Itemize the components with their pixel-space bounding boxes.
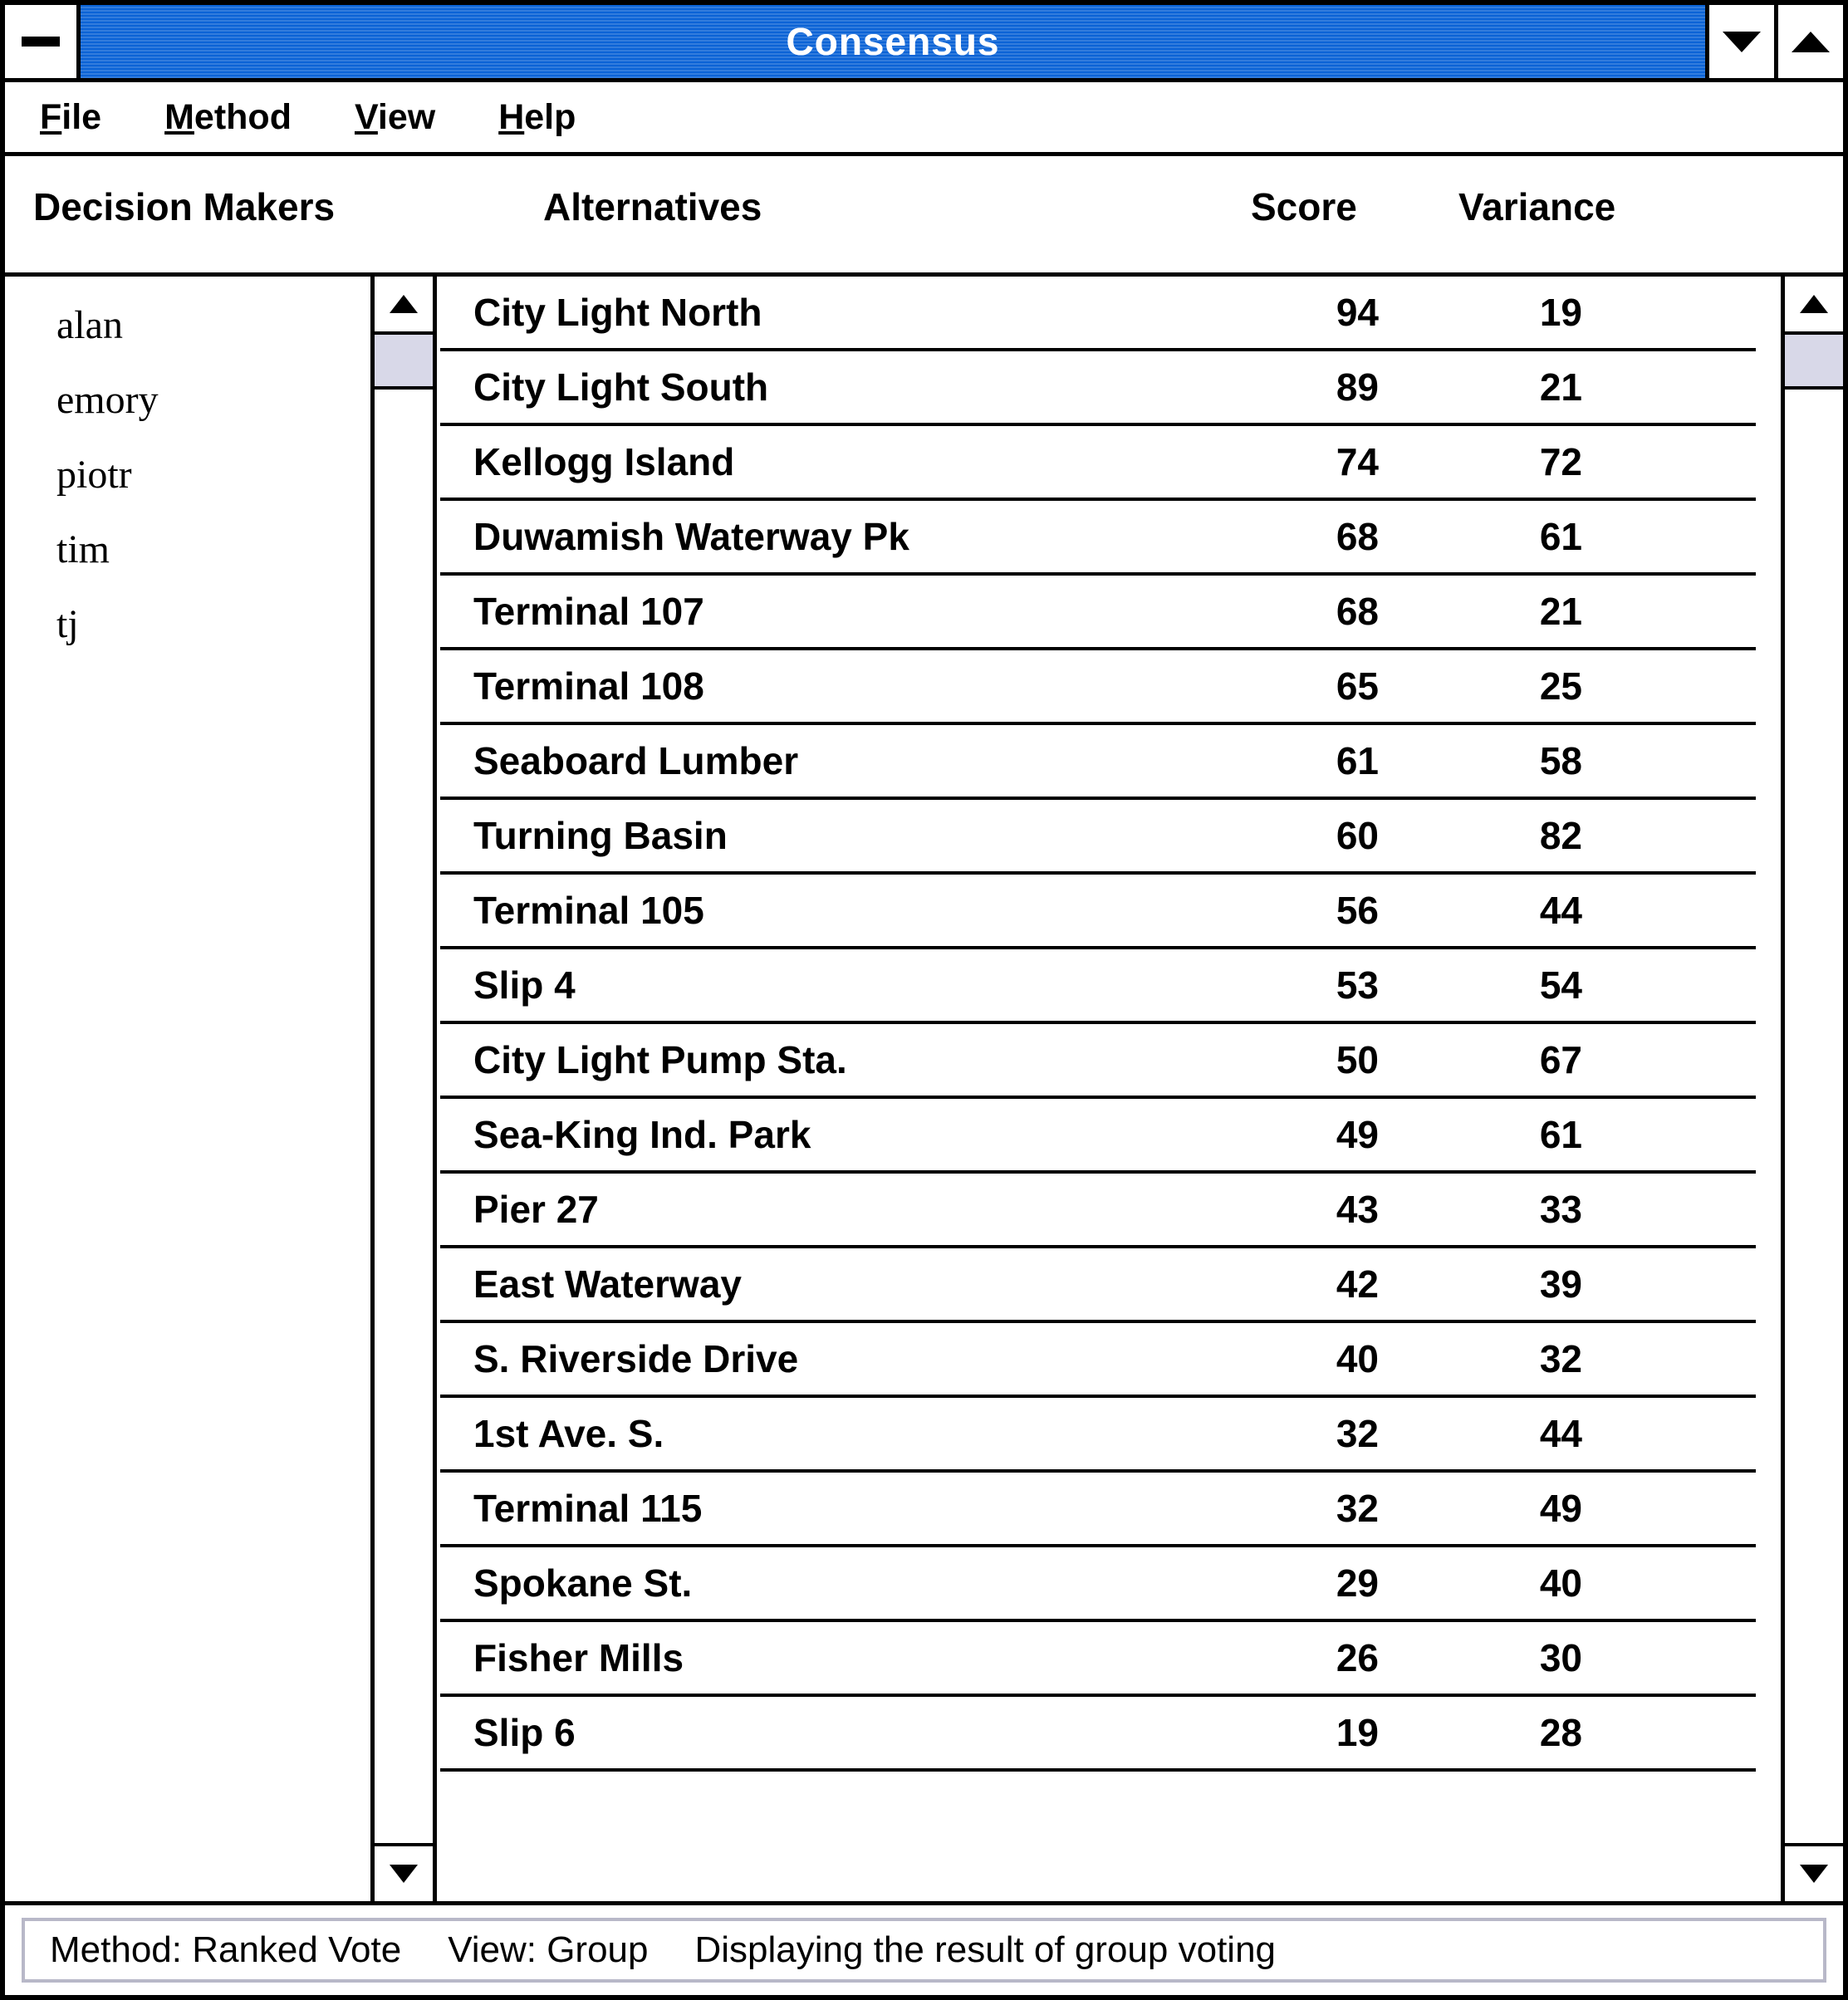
table-row[interactable] <box>440 1398 1756 1473</box>
table-row[interactable] <box>440 800 1756 875</box>
alternative-variance: 21 <box>1539 590 1582 633</box>
table-row[interactable] <box>440 277 1756 351</box>
scroll-up-arrow-icon <box>1800 295 1828 313</box>
alternative-name: S. Riverside Drive <box>473 1337 799 1380</box>
main-body <box>5 277 1843 1905</box>
alternative-score: 40 <box>1336 1337 1379 1380</box>
triangle-down-icon <box>1723 32 1761 52</box>
table-row[interactable] <box>440 1622 1756 1697</box>
alternative-score: 29 <box>1336 1561 1379 1605</box>
alternative-variance: 39 <box>1539 1262 1582 1306</box>
menu-view-label: iew <box>377 96 436 137</box>
alternative-variance: 32 <box>1539 1337 1582 1380</box>
scroll-thumb[interactable] <box>1785 335 1843 390</box>
table-row[interactable] <box>440 426 1756 501</box>
window-title: Consensus <box>81 5 1705 78</box>
alternative-score: 94 <box>1336 291 1379 334</box>
alternative-name: Spokane St. <box>473 1561 693 1605</box>
scroll-up-arrow-icon <box>390 295 418 313</box>
table-row[interactable] <box>440 501 1756 576</box>
alternative-score: 89 <box>1336 365 1379 409</box>
scroll-down-arrow-icon <box>1800 1865 1828 1883</box>
maximize-button[interactable] <box>1774 5 1843 78</box>
table-row[interactable] <box>440 1174 1756 1248</box>
scroll-up-button[interactable] <box>1785 277 1843 335</box>
alternative-variance: 61 <box>1539 515 1582 558</box>
menu-method[interactable]: Method <box>164 96 292 137</box>
alternative-variance: 61 <box>1539 1113 1582 1156</box>
alternative-name: City Light South <box>473 365 769 409</box>
alternative-score: 68 <box>1336 590 1379 633</box>
status-message: Displaying the result of group voting <box>694 1929 1277 1970</box>
alternatives-table[interactable] <box>437 277 1781 1901</box>
alternative-variance: 30 <box>1539 1636 1582 1679</box>
alternative-name: Duwamish Waterway Pk <box>473 515 909 558</box>
table-row[interactable] <box>440 949 1756 1024</box>
alternative-variance: 28 <box>1539 1711 1582 1754</box>
alternative-name: Pier 27 <box>473 1188 599 1231</box>
table-row[interactable] <box>440 351 1756 426</box>
status-method: Method: Ranked Vote <box>50 1929 402 1970</box>
status-view: View: Group <box>448 1929 649 1970</box>
alternative-score: 60 <box>1336 814 1379 857</box>
alternative-score: 49 <box>1336 1113 1379 1156</box>
menu-view[interactable]: View <box>354 96 436 137</box>
alternative-name: Terminal 107 <box>473 590 704 633</box>
alternative-score: 74 <box>1336 440 1379 483</box>
table-row[interactable] <box>440 1024 1756 1099</box>
column-header-alternatives: Alternatives <box>543 185 762 228</box>
menu-method-label: ethod <box>194 96 292 137</box>
alternatives-table-inner <box>440 277 1756 1846</box>
status-bar <box>5 1905 1843 1995</box>
menu-help-label: elp <box>524 96 576 137</box>
list-item[interactable]: alan <box>56 303 123 347</box>
table-row[interactable] <box>440 1473 1756 1547</box>
alternative-variance: 40 <box>1539 1561 1582 1605</box>
alternative-name: Slip 4 <box>473 963 576 1007</box>
menu-file-label: ile <box>61 96 102 137</box>
triangle-up-icon <box>1792 32 1830 52</box>
status-bar-inner <box>22 1918 1826 1983</box>
alternative-score: 50 <box>1336 1038 1379 1081</box>
alternative-name: East Waterway <box>473 1262 742 1306</box>
alternative-variance: 21 <box>1539 365 1582 409</box>
column-header-variance: Variance <box>1458 185 1616 228</box>
column-header-score: Score <box>1251 185 1357 228</box>
decision-makers-scrollbar[interactable] <box>370 277 437 1901</box>
alternative-variance: 54 <box>1539 963 1582 1007</box>
table-row[interactable] <box>440 1323 1756 1398</box>
scroll-track[interactable] <box>375 335 433 1843</box>
menu-file[interactable]: File <box>40 96 102 137</box>
alternative-score: 32 <box>1336 1412 1379 1455</box>
alternative-name: Fisher Mills <box>473 1636 684 1679</box>
list-item[interactable]: piotr <box>56 453 132 497</box>
table-row-empty <box>440 1772 1756 1846</box>
table-row[interactable] <box>440 650 1756 725</box>
alternative-name: Slip 6 <box>473 1711 576 1754</box>
alternative-score: 19 <box>1336 1711 1379 1754</box>
table-row[interactable] <box>440 1547 1756 1622</box>
alternative-score: 65 <box>1336 664 1379 708</box>
table-row[interactable] <box>440 576 1756 650</box>
minimize-button[interactable] <box>1705 5 1774 78</box>
alternatives-pane <box>437 277 1843 1901</box>
table-row[interactable] <box>440 725 1756 800</box>
alternative-variance: 25 <box>1539 664 1582 708</box>
alternative-name: City Light Pump Sta. <box>473 1038 847 1081</box>
scroll-down-button[interactable] <box>375 1843 433 1901</box>
alternative-variance: 82 <box>1539 814 1582 857</box>
table-row[interactable] <box>440 875 1756 949</box>
title-bar <box>5 5 1843 82</box>
alternative-name: Sea-King Ind. Park <box>473 1113 811 1156</box>
table-row[interactable] <box>440 1697 1756 1772</box>
table-row[interactable] <box>440 1099 1756 1174</box>
alternative-variance: 58 <box>1539 739 1582 782</box>
window-menu-icon <box>22 37 60 47</box>
alternative-name: Terminal 115 <box>473 1487 703 1530</box>
alternatives-scrollbar[interactable] <box>1781 277 1843 1901</box>
menu-bar <box>5 82 1843 156</box>
alternative-variance: 72 <box>1539 440 1582 483</box>
alternative-score: 26 <box>1336 1636 1379 1679</box>
alternative-name: Turning Basin <box>473 814 728 857</box>
alternative-score: 43 <box>1336 1188 1379 1231</box>
alternative-score: 61 <box>1336 739 1379 782</box>
decision-makers-pane <box>5 277 437 1901</box>
alternative-variance: 49 <box>1539 1487 1582 1530</box>
alternative-score: 32 <box>1336 1487 1379 1530</box>
alternative-name: Terminal 105 <box>473 889 704 932</box>
alternative-name: Kellogg Island <box>473 440 735 483</box>
alternative-variance: 44 <box>1539 889 1582 932</box>
list-item[interactable]: tj <box>56 602 79 646</box>
alternative-score: 42 <box>1336 1262 1379 1306</box>
alternative-name: Seaboard Lumber <box>473 739 799 782</box>
alternative-variance: 19 <box>1539 291 1582 334</box>
alternative-name: Terminal 108 <box>473 664 704 708</box>
scroll-down-arrow-icon <box>390 1865 418 1883</box>
scroll-track[interactable] <box>1785 335 1843 1843</box>
alternative-name: 1st Ave. S. <box>473 1412 664 1455</box>
scroll-thumb[interactable] <box>375 335 433 390</box>
alternative-variance: 44 <box>1539 1412 1582 1455</box>
alternative-score: 56 <box>1336 889 1379 932</box>
scroll-down-button[interactable] <box>1785 1843 1843 1901</box>
system-menu-button[interactable] <box>5 5 81 78</box>
alternative-variance: 33 <box>1539 1188 1582 1231</box>
list-item[interactable]: tim <box>56 527 110 571</box>
alternative-name: City Light North <box>473 291 762 334</box>
column-headers <box>5 156 1843 277</box>
alternative-score: 68 <box>1336 515 1379 558</box>
menu-help[interactable]: Help <box>498 96 576 137</box>
decision-makers-list[interactable] <box>5 277 370 1901</box>
scroll-up-button[interactable] <box>375 277 433 335</box>
alternative-variance: 67 <box>1539 1038 1582 1081</box>
column-header-decision-makers: Decision Makers <box>33 185 336 228</box>
alternative-score: 53 <box>1336 963 1379 1007</box>
table-row[interactable] <box>440 1248 1756 1323</box>
list-item[interactable]: emory <box>56 378 159 422</box>
